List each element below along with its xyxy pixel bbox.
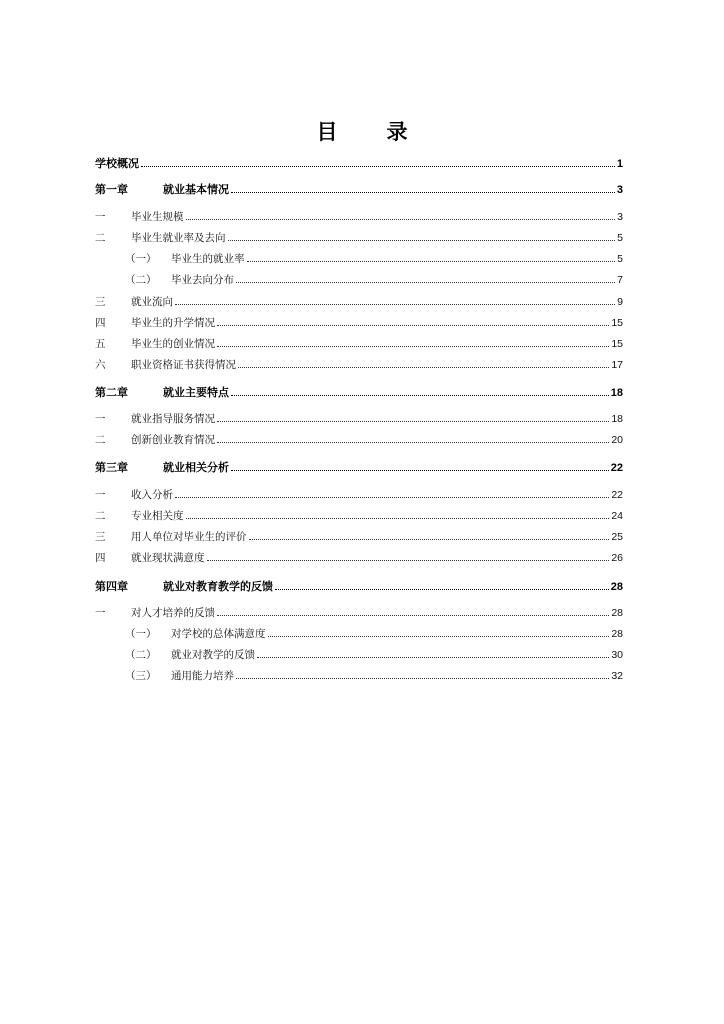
toc-entry-title: 就业基本情况 [163,183,229,196]
toc-entry[interactable] [95,508,623,524]
toc-entry[interactable] [95,357,623,373]
dot-leader [217,441,609,443]
toc-entry-page: 3 [617,211,623,223]
toc-entry-number: 四 [95,317,106,329]
toc-entry-page: 15 [611,338,623,350]
toc-entry-page: 7 [617,274,623,286]
toc-entry-title: 就业流向 [131,296,173,308]
toc-entry-page: 3 [616,184,623,196]
dot-leader [217,324,609,326]
toc-entry-title: 学校概况 [95,157,139,170]
toc-entry-page: 18 [611,413,623,425]
toc-entry-page: 28 [611,628,623,640]
toc-entry[interactable] [95,487,623,503]
toc-entry[interactable] [95,578,623,594]
toc-entry-title: 对学校的总体满意度 [171,628,266,640]
toc-entry-number: （一） [125,253,157,265]
toc-entry-number: （二） [125,649,157,661]
toc-entry-number: 第三章 [95,461,128,474]
toc-entry-page: 15 [611,317,623,329]
toc-entry-title: 通用能力培养 [171,670,234,682]
toc-entry-number: 二 [95,510,106,522]
toc-entry-title: 职业资格证书获得情况 [131,359,236,371]
toc-entry[interactable] [95,181,623,197]
toc-entry[interactable] [95,550,623,566]
toc-entry-page: 9 [617,296,623,308]
toc-entry[interactable] [95,411,623,427]
toc-entry-title: 就业主要特点 [163,386,229,399]
toc-entry-title: 就业现状满意度 [131,552,205,564]
toc-entry[interactable] [95,668,623,684]
toc-entry-title: 创新创业教育情况 [131,434,215,446]
toc-entry[interactable] [95,315,623,331]
dot-leader [268,635,610,637]
dot-leader [275,588,609,590]
dot-leader [231,469,609,471]
toc-entry-title: 对人才培养的反馈 [131,607,215,619]
toc-entry[interactable] [95,336,623,352]
toc-entry-number: 二 [95,232,106,244]
toc-entry-title: 收入分析 [131,489,173,501]
toc-entry-title: 毕业去向分布 [171,274,234,286]
toc-entry[interactable] [95,605,623,621]
dot-leader [141,165,615,167]
dot-leader [217,614,609,616]
toc-entry-page: 5 [617,253,623,265]
toc-entry[interactable] [95,626,623,642]
toc-entry-page: 28 [610,581,623,593]
toc-entry-page: 22 [610,462,623,474]
toc-entry-title: 毕业生的升学情况 [131,317,215,329]
toc-entry[interactable] [95,384,623,400]
toc-entry-number: 第一章 [95,183,128,196]
toc-entry-title: 毕业生就业率及去向 [131,232,226,244]
dot-leader [186,218,616,220]
dot-leader [217,420,609,422]
toc-entry-title: 就业指导服务情况 [131,413,215,425]
dot-leader [217,345,609,347]
toc-entry-title: 毕业生的创业情况 [131,338,215,350]
toc-entry[interactable] [95,459,623,475]
toc-entry-number: 二 [95,434,106,446]
toc-entry-page: 17 [611,359,623,371]
toc-entry-page: 1 [616,158,623,170]
dot-leader [175,303,615,305]
toc-entry[interactable] [95,294,623,310]
toc-entry-page: 25 [611,531,623,543]
toc-entry-number: 一 [95,413,106,425]
toc-entry-page: 18 [610,387,623,399]
toc-entry-number: 第二章 [95,386,128,399]
toc-entry-number: 五 [95,338,106,350]
dot-leader [186,517,610,519]
dot-leader [207,559,610,561]
toc-entry-page: 32 [611,670,623,682]
toc-entry-number: （三） [125,670,157,682]
toc-entry[interactable] [95,432,623,448]
toc-entry-page: 26 [611,552,623,564]
dot-leader [231,394,609,396]
toc-entry-number: （一） [125,628,157,640]
toc-entry[interactable] [95,272,623,288]
toc-entry-title: 就业对教育教学的反馈 [163,580,273,593]
dot-leader [247,260,616,262]
dot-leader [257,656,609,658]
toc-entry[interactable] [95,251,623,267]
toc-entry-title: 毕业生的就业率 [171,253,245,265]
toc-entry-number: 一 [95,607,106,619]
toc-entry-number: 六 [95,359,106,371]
toc-entry[interactable] [95,529,623,545]
toc-entry-page: 5 [617,232,623,244]
toc-entry-number: （二） [125,274,157,286]
toc-entry-page: 22 [611,489,623,501]
toc-entry-title: 就业相关分析 [163,461,229,474]
dot-leader [236,677,609,679]
toc-entry[interactable] [95,647,623,663]
toc-entry[interactable] [95,209,623,225]
toc-entry-number: 第四章 [95,580,128,593]
toc-entry-title: 用人单位对毕业生的评价 [131,531,247,543]
toc-entry[interactable] [95,230,623,246]
toc-entry-number: 四 [95,552,106,564]
toc-entry-number: 一 [95,489,106,501]
dot-leader [228,239,616,241]
toc-entry-number: 三 [95,531,106,543]
dot-leader [236,281,615,283]
toc-entry-title: 专业相关度 [131,510,184,522]
toc-entry-number: 一 [95,211,106,223]
toc-entry-number: 三 [95,296,106,308]
toc-entry[interactable] [95,155,623,171]
toc-entry-page: 20 [611,434,623,446]
toc-entry-title: 毕业生规模 [131,211,184,223]
dot-leader [249,538,610,540]
dot-leader [231,191,615,193]
toc-entry-page: 24 [611,510,623,522]
dot-leader [238,366,609,368]
toc-entry-page: 30 [611,649,623,661]
toc-title: 目 录 [316,119,422,144]
toc-entry-title: 就业对教学的反馈 [171,649,255,661]
toc-entry-page: 28 [611,607,623,619]
dot-leader [175,496,609,498]
